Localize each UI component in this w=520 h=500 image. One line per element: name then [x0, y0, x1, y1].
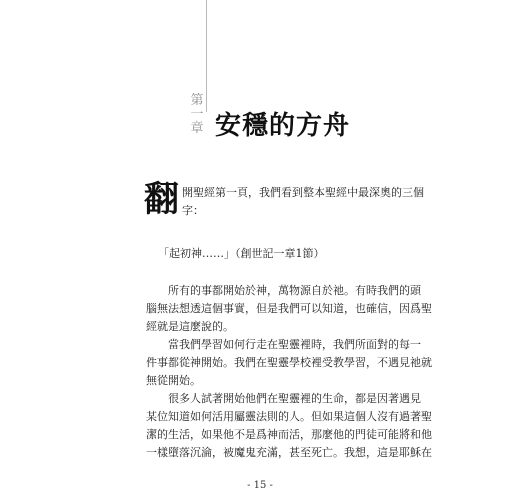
body-line: 潔的生活，如果他不是爲神而活，那麼他的門徒可能將和他 — [146, 428, 432, 441]
body-line: 所有的事都開始於神，萬物源自於祂。有時我們的頭 — [168, 284, 421, 297]
body-text — [146, 282, 432, 462]
chapter-label-char: 章 — [190, 121, 204, 136]
scripture-quote: 「起初神……」（創世記一章1節） — [158, 247, 325, 260]
body-line: 經就是這麼說的。 — [146, 320, 234, 333]
chapter-title: 安穩的方舟 — [215, 111, 351, 141]
body-line: 很多人試著開始他們在聖靈裡的生命，都是因著遇見 — [168, 392, 421, 405]
body-line: 無從開始。 — [146, 374, 201, 387]
intro-line: 開聖經第一頁，我們看到整本聖經中最深奧的三個 — [182, 186, 424, 199]
body-line: 當我們學習如何行走在聖靈裡時，我們所面對的每一 — [168, 338, 421, 351]
intro-text — [182, 184, 424, 220]
chapter-label-char: 第 — [190, 93, 204, 108]
chapter-label-char: 一 — [190, 107, 204, 122]
body-line: 一樣墮落沉淪，被魔鬼充滿，甚至死亡。我想，這是耶穌在 — [146, 446, 432, 459]
body-line: 某位知道如何活用屬靈法則的人。但如果這個人沒有過著聖 — [146, 410, 432, 423]
dropcap-character: 翻 — [144, 179, 180, 220]
vertical-rule — [206, 0, 207, 112]
chapter-label — [188, 94, 206, 136]
body-line: 腦無法想透這個事實，但是我們可以知道，也確信，因爲聖 — [146, 302, 432, 315]
body-line: 件事都從神開始。我們在聖靈學校裡受教學習，不遇見祂就 — [146, 356, 432, 369]
page-number: - 15 - — [247, 480, 273, 491]
intro-line: 字： — [182, 204, 204, 217]
